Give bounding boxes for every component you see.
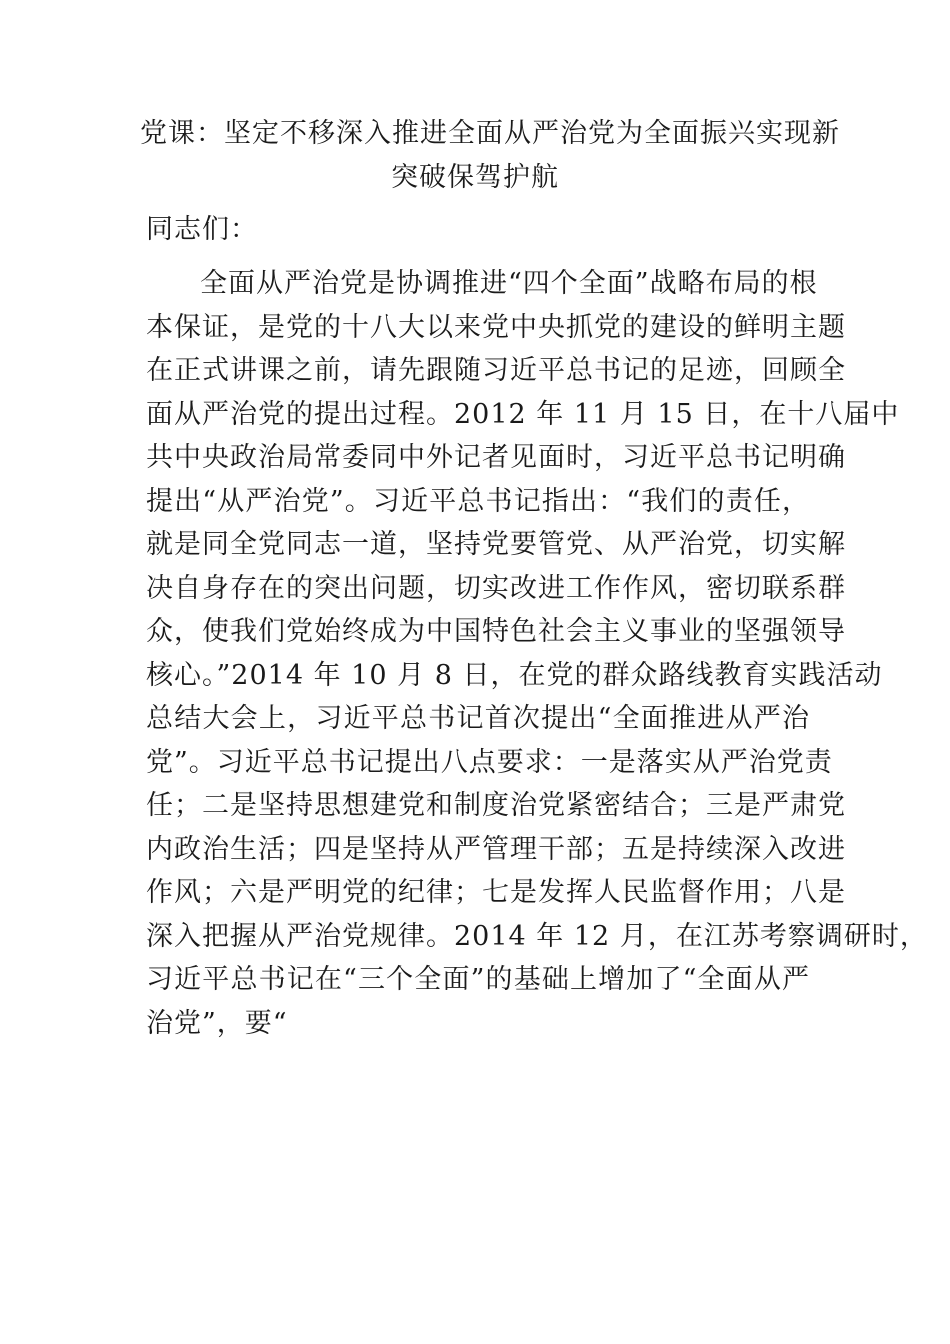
- title-line: 突破保驾护航: [391, 162, 559, 193]
- body-line: 共中央政治局常委同中外记者见面时，习近平总书记明确: [146, 442, 846, 473]
- body-line: 全面从严治党是协调推进“四个全面”战略布局的根: [200, 268, 818, 299]
- body-line: 党”。习近平总书记提出八点要求：一是落实从严治党责: [146, 746, 833, 778]
- body-line: 决自身存在的突出问题，切实改进工作作风，密切联系群: [146, 572, 846, 604]
- body-line: 在正式讲课之前，请先跟随习近平总书记的足迹，回顾全: [146, 355, 846, 386]
- body-paragraph: [146, 262, 928, 1045]
- body-line: 任；二是坚持思想建党和制度治党紧密结合；三是严肃党: [146, 790, 846, 821]
- body-line: 总结大会上，习近平总书记首次提出“全面推进从严治: [146, 703, 810, 734]
- body-line: 习近平总书记在“三个全面”的基础上增加了“全面从严: [146, 964, 810, 995]
- body-line: 深入把握从严治党规律。2014 年 12 月，在江苏考察调研时，: [146, 920, 928, 952]
- body-line: 内政治生活；四是坚持从严管理干部；五是持续深入改进: [146, 833, 846, 865]
- body-line: 提出“从严治党”。习近平总书记指出：“我们的责任，: [146, 485, 810, 517]
- document-title: [140, 112, 840, 200]
- body-line: 本保证，是党的十八大以来党中央抓党的建设的鲜明主题: [146, 311, 846, 343]
- title-line: 党课：坚定不移深入推进全面从严治党为全面振兴实现新: [140, 118, 840, 149]
- body-line: 众，使我们党始终成为中国特色社会主义事业的坚强领导: [146, 616, 846, 647]
- body-line: 作风；六是严明党的纪律；七是发挥人民监督作用；八是: [146, 877, 846, 908]
- body-line: 面从严治党的提出过程。2012 年 11 月 15 日，在十八届中: [146, 398, 900, 430]
- body-line: 就是同全党同志一道，坚持党要管党、从严治党，切实解: [146, 529, 846, 560]
- body-line: 治党”，要“: [146, 1007, 288, 1039]
- body-line: 核心。”2014 年 10 月 8 日，在党的群众路线教育实践活动: [146, 659, 883, 691]
- salutation: 同志们：: [146, 214, 258, 245]
